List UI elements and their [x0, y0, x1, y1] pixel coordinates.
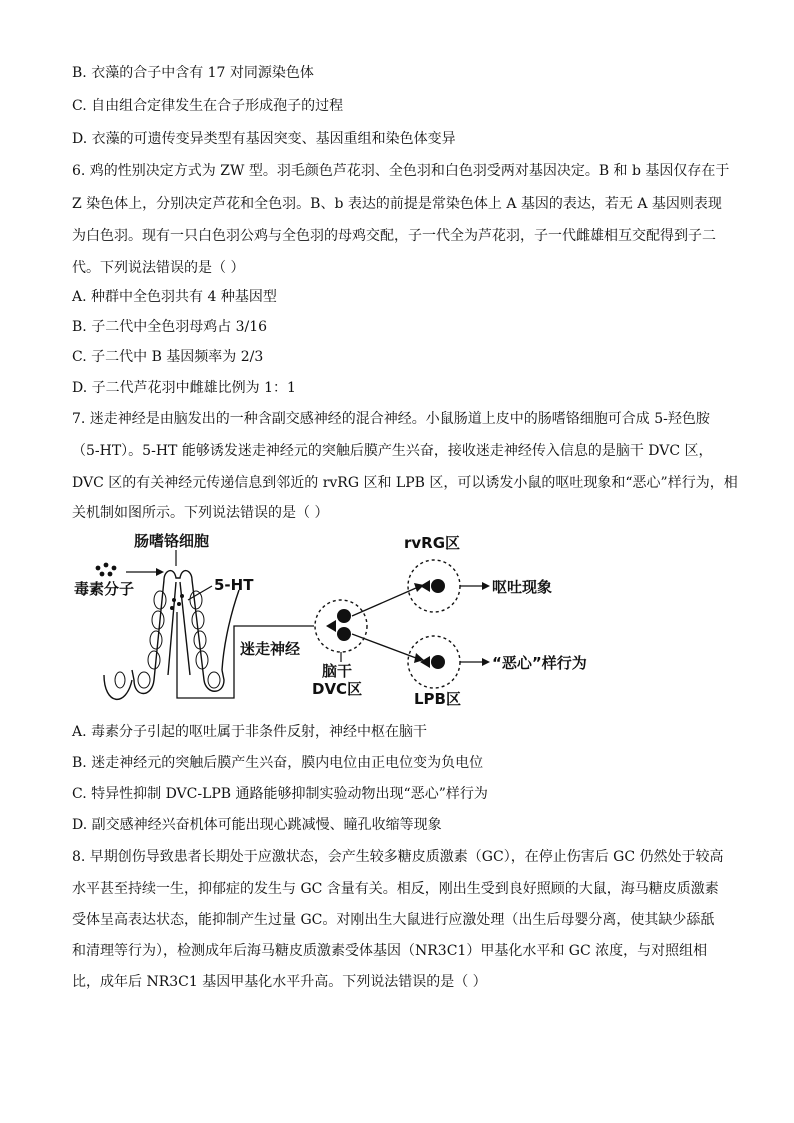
option-c-q6: C. 子二代中 B 基因频率为 2/3: [72, 349, 264, 365]
option-d-q6: D. 子二代芦花羽中雌雄比例为 1：1: [72, 380, 296, 396]
question-8-line-1: 8. 早期创伤导致患者长期处于应激状态，会产生较多糖皮质激素（GC），在停止伤害后 GC 仍然处于较高: [72, 849, 724, 865]
label-toxin-molecule: 毒素分子: [74, 580, 135, 598]
option-c-q7: C. 特异性抑制 DVC-LPB 通路能够抑制实验动物出现“恶心”样行为: [72, 786, 488, 802]
label-enterochromaffin-cell: 肠嗜铬细胞: [134, 532, 210, 550]
label-vagus-nerve: 迷走神经: [240, 640, 301, 658]
question-6-line-1: 6. 鸡的性别决定方式为 ZW 型。羽毛颜色芦花羽、全色羽和白色羽受两对基因决定。B 和 b 基因仅存在于: [72, 163, 730, 179]
option-c-q5: C. 自由组合定律发生在合子形成孢子的过程: [72, 98, 344, 114]
option-d-q5: D. 衣藻的可遗传变异类型有基因突变、基因重组和染色体变异: [72, 131, 456, 147]
dvc-region: [315, 600, 367, 652]
option-a-q7: A. 毒素分子引起的呕吐属于非条件反射，神经中枢在脑干: [72, 724, 428, 740]
label-brainstem: 脑干: [322, 662, 353, 680]
label-vomiting: 呕吐现象: [492, 578, 553, 596]
neural-pathway-diagram: [64, 530, 724, 720]
question-8-line-4: 和清理等行为），检测成年后海马糖皮质激素受体基因（NR3C1）甲基化水平和 GC 浓度，与对照组相: [72, 943, 708, 959]
option-b-q7: B. 迷走神经元的突触后膜产生兴奋，膜内电位由正电位变为负电位: [72, 755, 484, 771]
option-d-q7: D. 副交感神经兴奋机体可能出现心跳减慢、瞳孔收缩等现象: [72, 817, 442, 833]
question-6-line-4: 代。下列说法错误的是（ ）: [72, 260, 245, 276]
question-8-line-5: 比，成年后 NR3C1 基因甲基化水平升高。下列说法错误的是（ ）: [72, 974, 487, 990]
question-7-line-1: 7. 迷走神经是由脑发出的一种含副交感神经的混合神经。小鼠肠道上皮中的肠嗜铬细胞可合成 5-羟色胺: [72, 411, 710, 427]
label-5ht: 5-HT: [214, 576, 254, 594]
label-nausea-behavior: “恶心”样行为: [492, 654, 587, 672]
question-8-line-3: 受体呈高表达状态，能抑制产生过量 GC。对刚出生大鼠进行应激处理（出生后母婴分离，使其缺少舔舐: [72, 912, 715, 928]
option-a-q6: A. 种群中全色羽共有 4 种基因型: [72, 289, 277, 305]
option-b-q6: B. 子二代中全色羽母鸡占 3/16: [72, 319, 268, 335]
question-7-line-2: （5-HT）。5-HT 能够诱发迷走神经元的突触后膜产生兴奋，接收迷走神经传入信息的是脑干 DVC 区，: [72, 443, 713, 459]
label-rvrg-region: rvRG区: [404, 534, 461, 552]
question-7-line-3: DVC 区的有关神经元传递信息到邻近的 rvRG 区和 LPB 区，可以诱发小鼠的呕吐现象和“恶心”样行为，相: [72, 475, 738, 491]
label-dvc-region: DVC区: [312, 680, 363, 698]
label-lpb-region: LPB区: [414, 690, 461, 708]
question-6-line-3: 为白色羽。现有一只白色羽公鸡与全色羽的母鸡交配，子一代全为芦花羽，子一代雌雄相互交配得到子二: [72, 228, 716, 244]
question-6-line-2: Z 染色体上，分别决定芦花和全色羽。B、b 表达的前提是常染色体上 A 基因的表达，若无 A 基因则表现: [72, 196, 722, 212]
toxin-dots: [96, 563, 117, 577]
question-8-line-2: 水平甚至持续一生，抑郁症的发生与 GC 含量有关。相反，刚出生受到良好照顾的大鼠，海马糖皮质激素: [72, 881, 719, 897]
option-b-q5: B. 衣藻的合子中含有 17 对同源染色体: [72, 65, 314, 81]
question-7-line-4: 关机制如图所示。下列说法错误的是（ ）: [72, 505, 329, 521]
